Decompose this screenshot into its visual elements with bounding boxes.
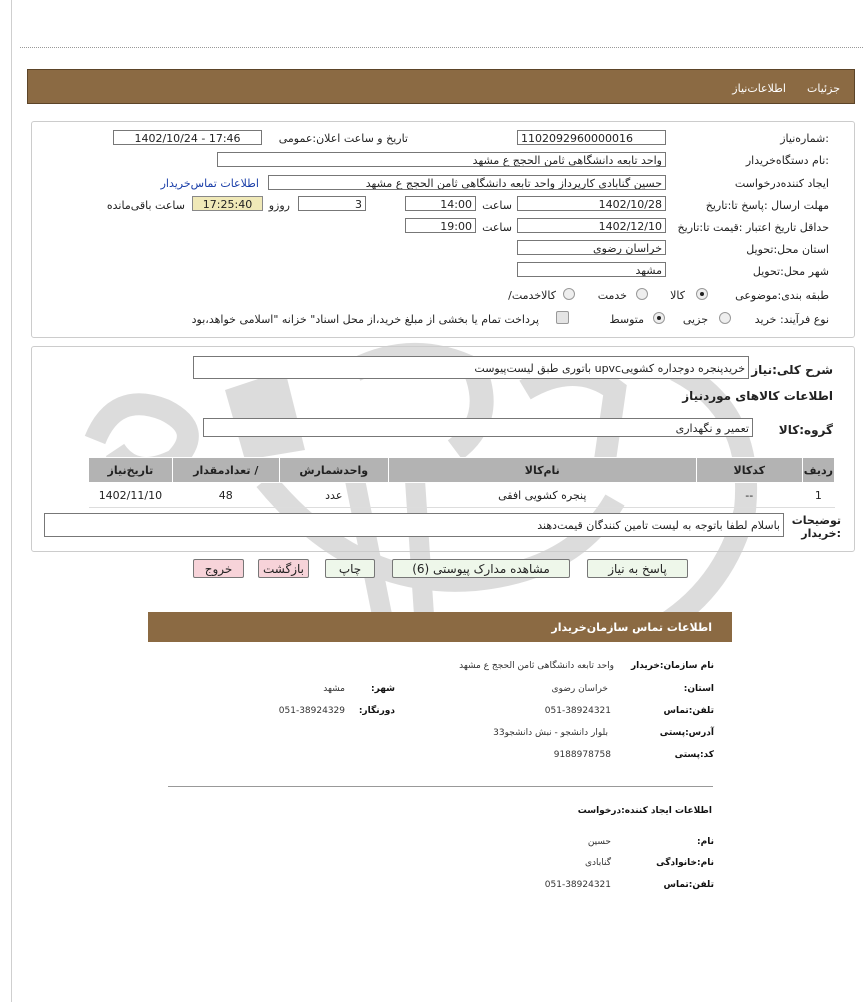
- category-goods-radio[interactable]: [696, 288, 708, 300]
- col-unit: واحدشمارش: [279, 458, 388, 483]
- city-label: شهر محل:تحویل: [752, 265, 829, 278]
- creator-family-value: گنابادی: [584, 858, 611, 868]
- creator-family-label: نام:خانوادگی: [656, 858, 714, 868]
- deadline-label: مهلت ارسال :پاسخ تا:تاریخ: [705, 199, 829, 212]
- creator-label: ایجاد کننده‌درخواست: [734, 177, 829, 190]
- contact-province-label: :استان: [683, 684, 714, 694]
- table-row: [89, 483, 835, 508]
- goods-info-title: اطلاعات کالاهای موردنیاز: [682, 389, 833, 403]
- print-button[interactable]: چاپ: [325, 559, 375, 578]
- top-separator: [20, 47, 863, 48]
- buyer-notes-label: توضیحات :خریدار: [791, 514, 841, 540]
- creator-field: حسین گنابادی کارپرداز واحد تابعه دانشگاهی ثامن الحجج ع مشهد: [268, 175, 666, 190]
- creator-phone-label: تلفن:تماس: [663, 880, 714, 890]
- view-documents-button[interactable]: مشاهده مدارک پیوستی (6): [392, 559, 570, 578]
- cell-code: --: [696, 483, 802, 508]
- validity-time-label: ساعت: [482, 221, 512, 234]
- province-label: استان محل:تحویل: [746, 243, 829, 256]
- category-goods-label: کالا: [670, 289, 685, 302]
- treasury-payment-checkbox[interactable]: [556, 311, 569, 324]
- reply-button[interactable]: پاسخ به نیاز: [587, 559, 688, 578]
- buyer-contact-header: [148, 612, 732, 642]
- contact-org-label: نام سازمان:خریدار: [630, 661, 714, 671]
- process-partial-label: جزیی: [682, 313, 708, 326]
- page-left-border: [11, 0, 12, 1002]
- process-medium-label: متوسط: [609, 313, 644, 326]
- need-number-label: شماره‌نیاز:: [780, 132, 829, 145]
- goods-group-field: تعمیر و نگهداری: [203, 418, 753, 437]
- treasury-payment-note: پرداخت تمام یا بخشی از مبلغ خرید،از محل اسناد" خزانه "اسلامی خواهد،بود: [191, 313, 539, 326]
- days-label: روزو: [268, 199, 290, 212]
- deadline-time-label: ساعت: [482, 199, 512, 212]
- creator-name-label: :نام: [697, 837, 714, 847]
- buyer-org-label: نام دستگاه‌خریدار:: [745, 154, 829, 167]
- days-field: 3: [298, 196, 366, 211]
- cell-qty: 48: [172, 483, 279, 508]
- col-name: نام‌کالا: [388, 458, 696, 483]
- back-button[interactable]: بازگشت: [258, 559, 309, 578]
- creator-phone-value: 051-38924321: [544, 880, 611, 890]
- contact-postal-value: 9188978758: [553, 750, 611, 760]
- category-goods-service-label: /کالاخدمت: [508, 289, 556, 302]
- category-service-radio[interactable]: [636, 288, 648, 300]
- creator-info-title: اطلاعات ایجاد کننده:درخواست: [577, 806, 712, 816]
- process-medium-radio[interactable]: [653, 312, 665, 324]
- creator-name-value: حسین: [587, 837, 611, 847]
- city-field: مشهد: [517, 262, 666, 277]
- deadline-date-field: 1402/10/28: [517, 196, 666, 211]
- goods-table: [88, 457, 835, 508]
- buyer-org-field: واحد تابعه دانشگاهی ثامن الحجج ع مشهد: [217, 152, 666, 167]
- contact-postal-label: کد:پستی: [674, 750, 714, 760]
- contact-phone-label: تلفن:تماس: [663, 706, 714, 716]
- contact-city-value: مشهد: [323, 684, 345, 694]
- remaining-time-field: 17:25:40: [192, 196, 263, 211]
- announce-field: 1402/10/24 - 17:46: [113, 130, 262, 145]
- contact-address-value: بلوار دانشجو - نبش دانشجو33: [493, 728, 608, 738]
- buyer-contact-title: اطلاعات تماس سازمان‌خریدار: [551, 621, 712, 634]
- contact-phone-value: 051-38924321: [544, 706, 611, 716]
- buyer-notes-field: باسلام لطفا باتوجه به لیست تامین کنندگان قیمت‌دهند: [44, 513, 784, 537]
- category-label: طبقه بندی:موضوعی: [735, 289, 829, 302]
- contact-org-value: واحد تابعه دانشگاهی ثامن الحجج ع مشهد: [459, 661, 614, 671]
- col-code: کدکالا: [696, 458, 802, 483]
- contact-fax-label: :دورنگار: [358, 706, 395, 716]
- validity-label: حداقل تاریخ اعتبار :قیمت تا:تاریخ: [677, 221, 829, 234]
- process-label: نوع فرآیند: خرید: [754, 313, 829, 326]
- cell-name: پنجره کشویی افقی: [388, 483, 696, 508]
- col-qty: / تعدادمقدار: [172, 458, 279, 483]
- cell-date: 1402/11/10: [89, 483, 173, 508]
- cell-unit: عدد: [279, 483, 388, 508]
- process-partial-radio[interactable]: [719, 312, 731, 324]
- need-summary-label: شرح کلی:نیاز: [751, 363, 833, 377]
- buyer-contact-link[interactable]: اطلاعات تماس‌خریدار: [160, 177, 259, 190]
- contact-address-label: آدرس:پستی: [659, 728, 714, 738]
- category-service-label: خدمت: [597, 289, 627, 302]
- cell-row: 1: [802, 483, 834, 508]
- tab-need-info[interactable]: اطلاعات‌نیاز: [732, 82, 786, 95]
- deadline-time-field: 14:00: [405, 196, 476, 211]
- contact-fax-value: 051-38924329: [278, 706, 345, 716]
- exit-button[interactable]: خروج: [193, 559, 244, 578]
- category-goods-service-radio[interactable]: [563, 288, 575, 300]
- tab-details[interactable]: جزئیات: [807, 82, 840, 95]
- need-number-field: 1102092960000016: [517, 130, 666, 145]
- validity-time-field: 19:00: [405, 218, 476, 233]
- col-date: تاریخ‌نیاز: [89, 458, 173, 483]
- remaining-label: ساعت باقی‌مانده: [106, 199, 185, 212]
- contact-divider: [168, 786, 713, 787]
- goods-group-label: گروه:کالا: [778, 423, 833, 437]
- col-row: ردیف: [802, 458, 834, 483]
- contact-city-label: :شهر: [371, 684, 395, 694]
- validity-date-field: 1402/12/10: [517, 218, 666, 233]
- need-summary-field: خریدپنجره دوجداره کشوییupvc باتوری طبق لیست‌پیوست: [193, 356, 749, 379]
- announce-label: تاریخ و ساعت اعلان:عمومی: [278, 132, 408, 145]
- tab-bar: [27, 69, 855, 104]
- province-field: خراسان رضوی: [517, 240, 666, 255]
- contact-province-value: خراسان رضوی: [551, 684, 608, 694]
